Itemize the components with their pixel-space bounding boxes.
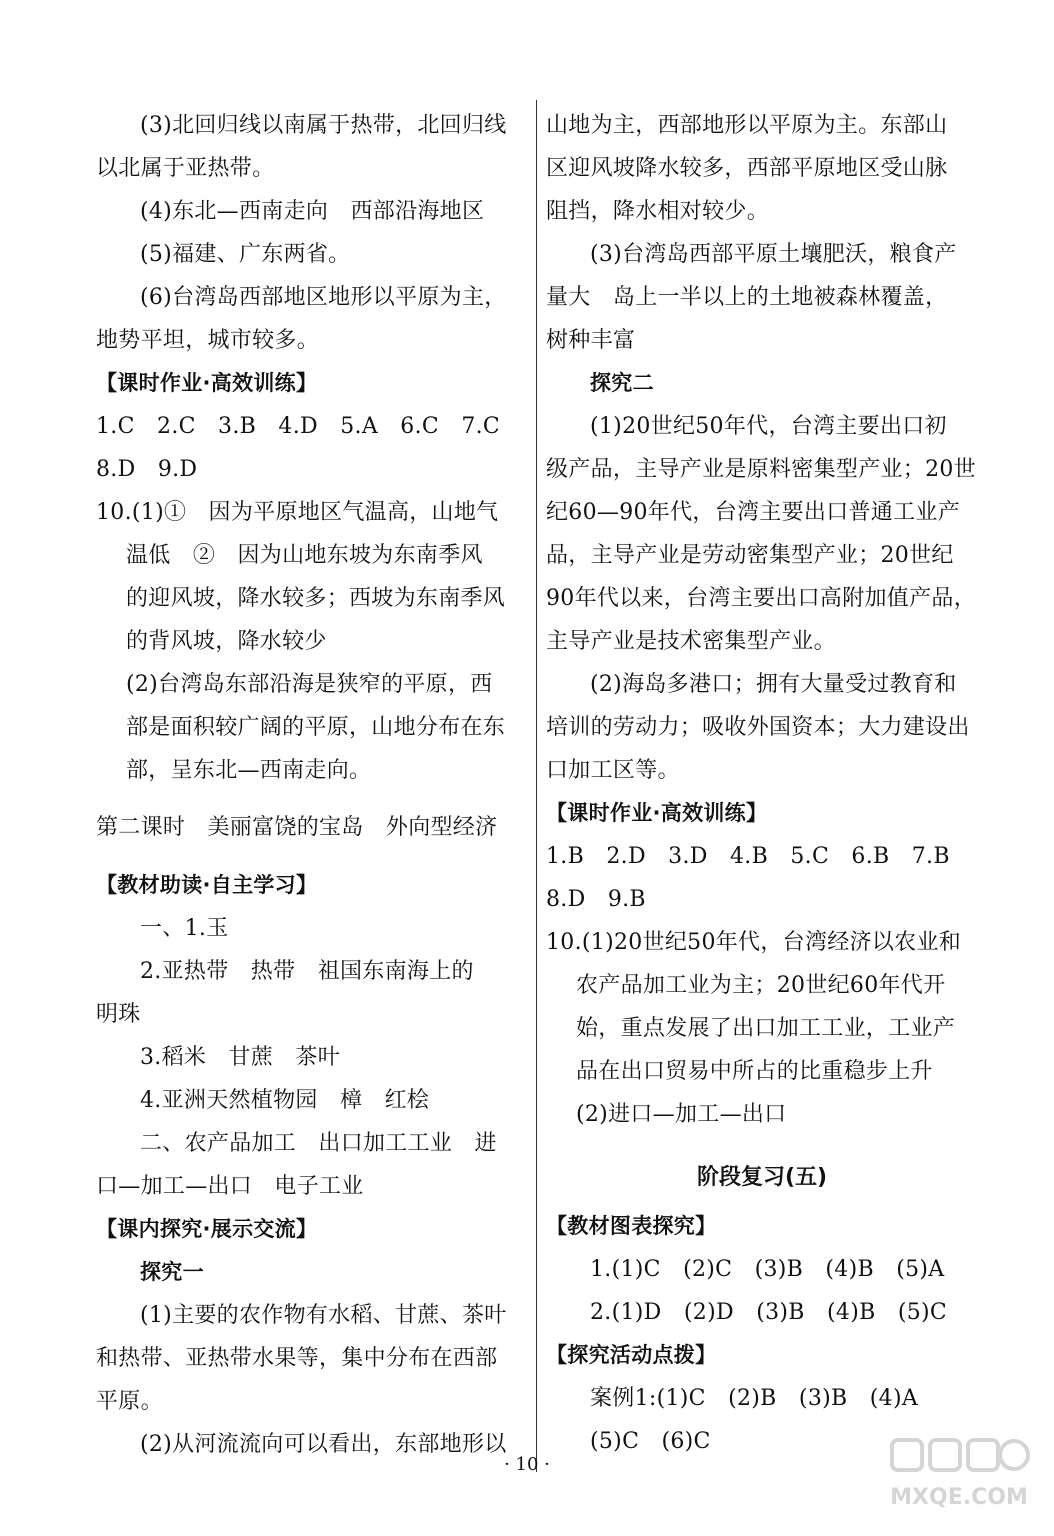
text-line: 温低 ② 因为山地东坡为东南季风 xyxy=(126,543,483,568)
text-line: 口加工区等。 xyxy=(546,758,680,783)
sub-heading: 探究一 xyxy=(140,1260,204,1284)
text-line: 二、农产品加工 出口加工工业 进 xyxy=(140,1131,497,1156)
text-line: 部，呈东北—西南走向。 xyxy=(126,758,372,783)
section-heading: 【教材助读·自主学习】 xyxy=(96,873,318,897)
answer-line: 2.(1)D (2)D (3)B (4)B (5)C xyxy=(590,1300,948,1325)
text-line: 培训的劳动力；吸收外国资本；大力建设出 xyxy=(546,715,970,740)
answer-line: 1.(1)C (2)C (3)B (4)B (5)A xyxy=(590,1257,945,1282)
sub-heading: 探究二 xyxy=(590,371,654,395)
text-line: 的迎风坡，降水较多；西坡为东南季风 xyxy=(126,586,506,611)
text-line: 始，重点发展了出口加工工业，工业产 xyxy=(576,1016,956,1041)
text-line: 纪60—90年代，台湾主要出口普通工业产 xyxy=(546,500,960,525)
column-divider xyxy=(536,100,537,1472)
answer-line: 1.C 2.C 3.B 4.D 5.A 6.C 7.C xyxy=(96,414,501,439)
text-line: (3)北回归线以南属于热带，北回归线 xyxy=(140,113,507,138)
text-line: (1)主要的农作物有水稻、甘蔗、茶叶 xyxy=(140,1303,507,1328)
text-line: 的背风坡，降水较少 xyxy=(126,629,327,654)
text-line: 平原。 xyxy=(96,1389,163,1414)
text-line: 和热带、亚热带水果等，集中分布在西部 xyxy=(96,1346,498,1371)
section-heading: 【课时作业·高效训练】 xyxy=(96,371,318,395)
text-line: 级产品，主导产业是原料密集型产业；20世 xyxy=(546,457,976,482)
left-column xyxy=(96,104,524,1466)
text-line: 明珠 xyxy=(96,1002,141,1027)
text-line: (2)台湾岛东部沿海是狭窄的平原，西 xyxy=(126,672,493,697)
text-line: 山地为主，西部地形以平原为主。东部山 xyxy=(546,113,948,138)
text-line: (1)20世纪50年代，台湾主要出口初 xyxy=(590,414,947,439)
section-heading: 【课时作业·高效训练】 xyxy=(546,801,768,825)
lesson-title: 第二课时 美丽富饶的宝岛 外向型经济 xyxy=(96,815,498,840)
text-line: 农产品加工业为主；20世纪60年代开 xyxy=(576,973,946,998)
answer-line: 案例1:(1)C (2)B (3)B (4)A xyxy=(590,1386,919,1411)
text-line: 10.(1)20世纪50年代，台湾经济以农业和 xyxy=(546,930,962,955)
text-line: 量大 岛上一半以上的土地被森林覆盖， xyxy=(546,285,948,310)
section-heading: 【课内探究·展示交流】 xyxy=(96,1217,318,1241)
page-number: · 10 · xyxy=(504,1454,550,1475)
text-line: (2)海岛多港口；拥有大量受过教育和 xyxy=(590,672,957,697)
text-line: 一、1.玉 xyxy=(140,916,229,941)
right-column xyxy=(546,104,978,1463)
section-heading: 【教材图表探究】 xyxy=(546,1214,717,1238)
text-line: (2)从河流流向可以看出，东部地形以 xyxy=(140,1432,507,1457)
text-line: 主导产业是技术密集型产业。 xyxy=(546,629,836,654)
text-line: 2.亚热带 热带 祖国东南海上的 xyxy=(140,959,474,984)
answer-line: (5)C (6)C xyxy=(590,1429,711,1454)
text-line: (5)福建、广东两省。 xyxy=(140,242,351,267)
text-line: (3)台湾岛西部平原土壤肥沃，粮食产 xyxy=(590,242,957,267)
watermark-text: MXQE.COM xyxy=(890,1485,1028,1510)
answer-line: 8.D 9.D xyxy=(96,457,198,482)
text-line: 阻挡，降水相对较少。 xyxy=(546,199,770,224)
text-line: (6)台湾岛西部地区地形以平原为主， xyxy=(140,285,507,310)
section-heading: 【探究活动点拨】 xyxy=(546,1343,717,1367)
watermark-logo xyxy=(884,1434,1034,1514)
text-line: 以北属于亚热带。 xyxy=(96,156,275,181)
text-line: 90年代以来，台湾主要出口高附加值产品， xyxy=(546,586,976,611)
text-line: (4)东北—西南走向 西部沿海地区 xyxy=(140,199,485,224)
text-line: 品在出口贸易中所占的比重稳步上升 xyxy=(576,1059,933,1084)
answer-line: 8.D 9.B xyxy=(546,887,646,912)
answer-line: 1.B 2.D 3.D 4.B 5.C 6.B 7.B xyxy=(546,844,950,869)
text-line: 部是面积较广阔的平原，山地分布在东 xyxy=(126,715,506,740)
text-line: 树种丰富 xyxy=(546,328,636,353)
text-line: 区迎风坡降水较多，西部平原地区受山脉 xyxy=(546,156,948,181)
text-line: (2)进口—加工—出口 xyxy=(576,1102,787,1127)
text-line: 品，主导产业是劳动密集型产业；20世纪 xyxy=(546,543,954,568)
text-line: 3.稻米 甘蔗 茶叶 xyxy=(140,1045,340,1070)
text-line: 口—加工—出口 电子工业 xyxy=(96,1174,364,1199)
text-line: 地势平坦，城市较多。 xyxy=(96,328,320,353)
text-line: 10.(1)① 因为平原地区气温高，山地气 xyxy=(96,500,499,525)
review-title: 阶段复习(五) xyxy=(696,1165,828,1190)
text-line: 4.亚洲天然植物园 樟 红桧 xyxy=(140,1088,430,1113)
